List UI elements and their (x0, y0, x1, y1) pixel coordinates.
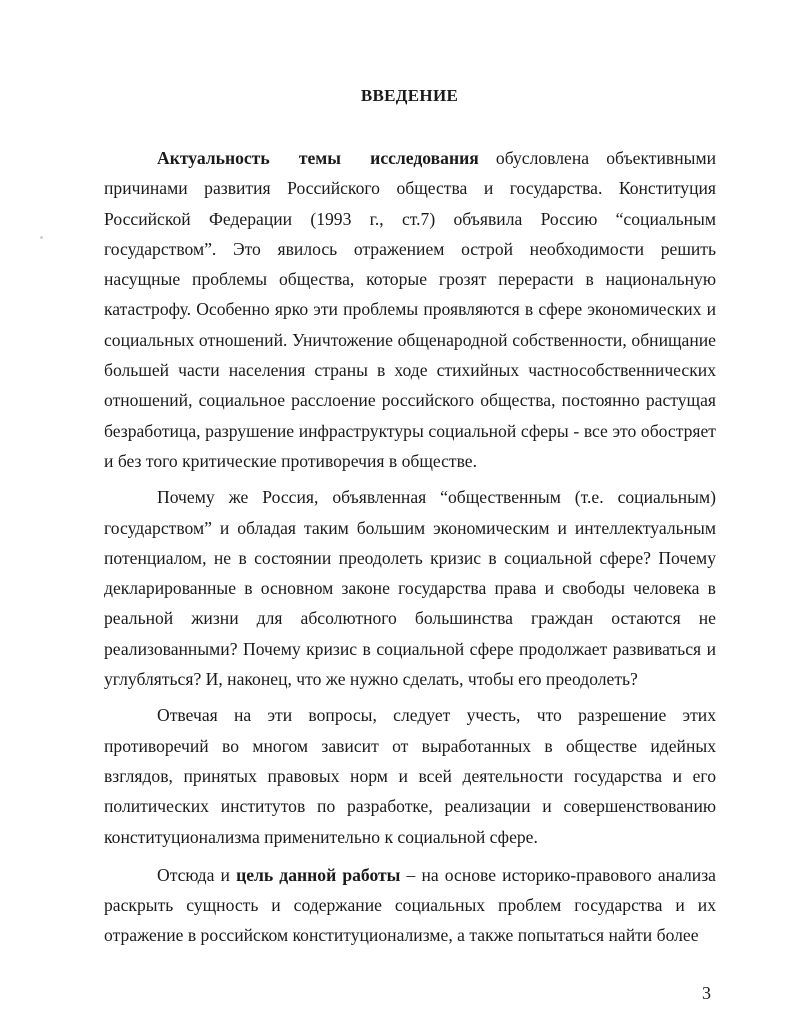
goal-text: – на основе историко-правового анализа раскрыть сущность и содержание социальных проблем государства и их отражение в российском конституционализме, а также попытаться найти более (104, 864, 716, 946)
goal-prefix: Отсюда и (157, 864, 237, 885)
body-text (104, 143, 716, 951)
questions-text: Почему же Россия, объявленная “общественным (т.е. социальным) государством” и обладая таким большим экономическим и интеллектуальным потенциалом, не в состоянии преодолеть кризис в социальной сфере? Почему декларированные в основном законе государства права и свободы человека в реальной жизни для абсолютного большинства граждан остаются не реализованными? Почему кризис в социальной сфере продолжает развиваться и углубляться? И, наконец, что же нужно сделать, чтобы его преодолеть? (104, 487, 716, 690)
answers-text: Отвечая на эти вопросы, следует учесть, что разрешение этих противоречий во многом зависит от выработанных в обществе идейных взглядов, принятых правовых норм и всей деятельности государства и его политических институтов по разработке, реализации и совершенствованию конституционализма применительно к социальной сфере. (104, 705, 716, 847)
relevance-lead: Актуальность темы исследования (157, 148, 479, 168)
paragraph-goal (104, 860, 716, 951)
paragraph-questions (104, 482, 716, 694)
paragraph-answers (104, 700, 716, 851)
relevance-text: обусловлена объективными причинами развития Российского общества и государства. Конституция Российской Федерации (1993 г., ст.7) объявила Россию “социальным государством”. Это явилось отражением острой необходимости решить насущные проблемы общества, которые грозят перерасти в национальную катастрофу. Особенно ярко эти проблемы проявляются в сфере экономических и социальных отношений. Уничтожение общенародной собственности, обнищание большей части населения страны в ходе стихийных частнособственнических отношений, социальное расслоение российского общества, постоянно растущая безработица, разрушение инфраструктуры социальной сферы - все это обостряет и без того критические противоречия в обществе. (104, 148, 716, 471)
margin-mark (40, 236, 43, 239)
section-title: ВВЕДЕНИЕ (360, 86, 459, 105)
page-number: 3 (702, 983, 711, 1003)
goal-lead: цель данной работы (236, 864, 401, 885)
paragraph-relevance (104, 143, 716, 476)
